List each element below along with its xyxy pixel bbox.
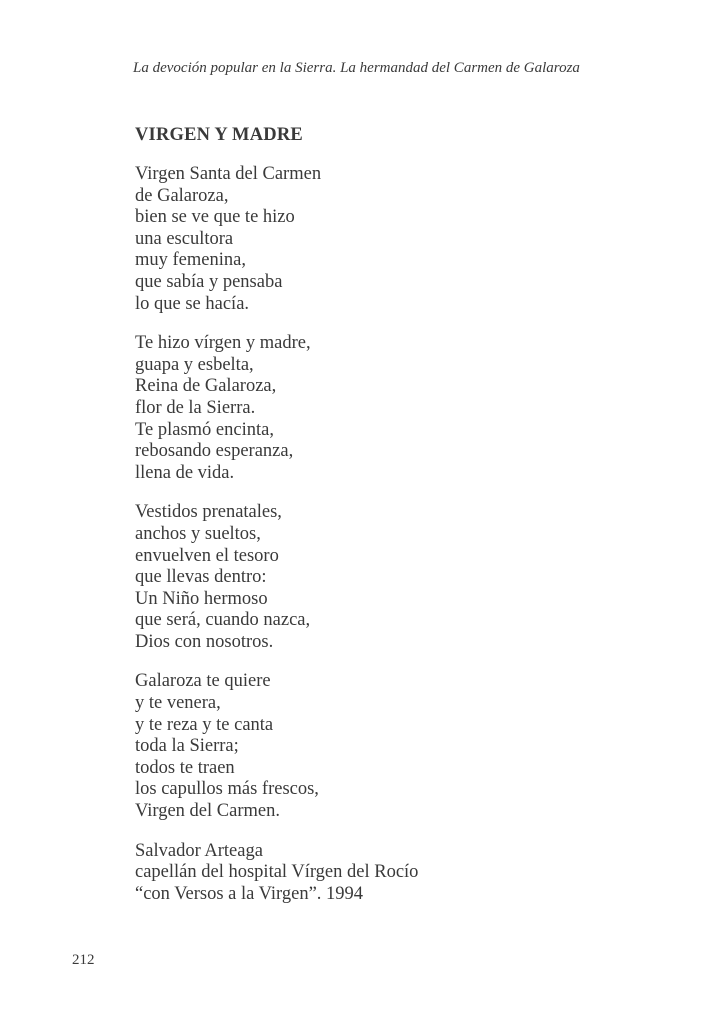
verse-line: una escultora [135, 228, 234, 249]
author-role: capellán del hospital Vírgen del Rocío [135, 862, 419, 883]
verse-line: bien se ve que te hizo [135, 207, 295, 228]
stanza-1 [135, 164, 418, 315]
verse-line: de Galaroza, [135, 185, 229, 206]
verse-line: Te hizo vírgen y madre, [135, 333, 311, 354]
verse-line: Galaroza te quiere [135, 671, 271, 692]
source-citation: “con Versos a la Virgen”. 1994 [135, 883, 364, 904]
verse-line: Un Niño hermoso [135, 588, 268, 609]
verse-line: que sabía y pensaba [135, 271, 283, 292]
verse-line: y te reza y te canta [135, 714, 274, 735]
verse-line: Reina de Galaroza, [135, 376, 277, 397]
page-number: 212 [72, 952, 95, 968]
verse-line: guapa y esbelta, [135, 354, 254, 375]
verse-line: Virgen Santa del Carmen [135, 164, 322, 184]
poem [135, 124, 418, 923]
author-name: Salvador Arteaga [135, 840, 263, 861]
verse-line: lo que se hacía. [135, 293, 250, 314]
verse-line: Dios con nosotros. [135, 631, 274, 652]
stanza-3 [135, 502, 418, 653]
signature-block [135, 841, 418, 906]
verse-line: todos te traen [135, 757, 235, 778]
poem-title: VIRGEN Y MADRE [135, 125, 303, 145]
verse-line: llena de vida. [135, 462, 235, 483]
running-header: La devoción popular en la Sierra. La hermandad del Carmen de Galaroza [133, 60, 580, 76]
verse-line: y te venera, [135, 693, 221, 714]
verse-line: Vestidos prenatales, [135, 502, 282, 523]
verse-line: que llevas dentro: [135, 567, 267, 588]
verse-line: muy femenina, [135, 250, 246, 271]
verse-line: anchos y sueltos, [135, 523, 261, 544]
verse-line: los capullos más frescos, [135, 779, 319, 800]
verse-line: que será, cuando nazca, [135, 610, 311, 631]
stanza-2 [135, 333, 418, 484]
verse-line: Te plasmó encinta, [135, 419, 274, 440]
verse-line: Virgen del Carmen. [135, 801, 280, 822]
verse-line: envuelven el tesoro [135, 545, 279, 566]
verse-line: toda la Sierra; [135, 736, 239, 757]
stanza-4 [135, 671, 418, 822]
verse-line: flor de la Sierra. [135, 397, 256, 418]
verse-line: rebosando esperanza, [135, 441, 294, 462]
